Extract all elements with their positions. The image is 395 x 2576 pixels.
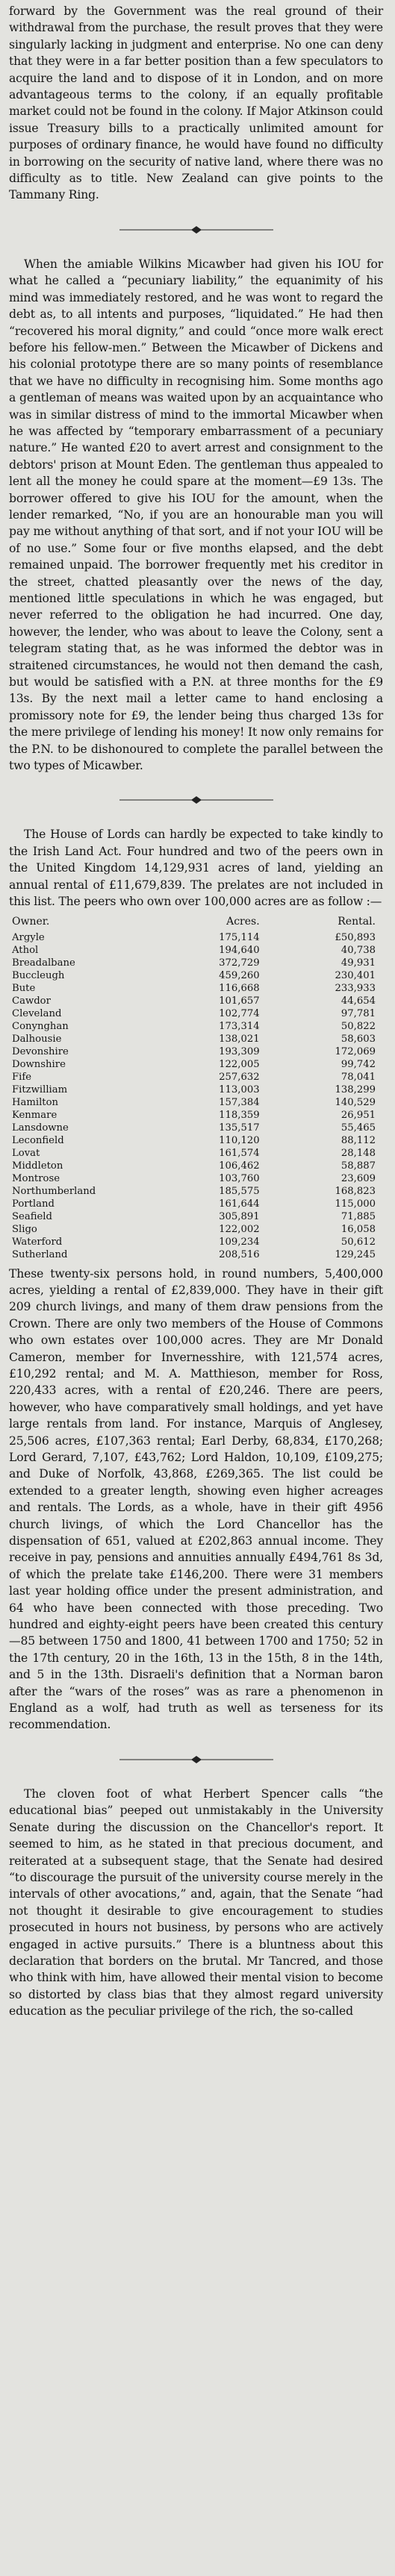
acres-cell: 175,114 [219, 931, 260, 943]
table-row [9, 1223, 383, 1236]
paragraph-house-of-lords-intro: The House of Lords can hardly be expected to take kindly to the Irish Land Act. Four hundred and two of the peers own in the United Kingdom 14,129,931 acres of land, yielding an annual rental of £11,679,839. The prelates are not included in this list. The peers who own over 100,000 acres are as follow :— [9, 828, 383, 909]
section-separator [118, 796, 275, 804]
rental-cell: 233,933 [335, 982, 376, 994]
peers-landholdings-table [9, 913, 383, 1261]
rental-cell: 78,041 [340, 1071, 376, 1083]
table-row [9, 1185, 383, 1198]
table-row [9, 1020, 383, 1033]
section-separator [118, 1756, 275, 1763]
owner-cell: Sutherland [12, 1248, 68, 1260]
owner-cell: Waterford [12, 1236, 63, 1248]
table-row [9, 1045, 383, 1058]
owner-cell: Leconfield [12, 1134, 64, 1146]
acres-cell: 106,462 [219, 1160, 260, 1172]
acres-cell: 101,657 [219, 995, 260, 1007]
rental-cell: 138,299 [335, 1084, 376, 1095]
paragraph-micawber: When the amiable Wilkins Micawber had given his IOU for what he called a “pecuniary liability,” the equanimity of his mind was immediately restored, and he was wont to regard the debt as, to all intents and purposes, “liquidated.” He had then “recovered his moral dignity,” and could “once more walk erect before his fellow-men.” Between the Micawber of Dickens and his colonial prototype there are so many points of resemblance that we have no difficulty in recognising him. Some months ago a gentleman of means was waited upon by an acquaintance who was in similar distress of mind to the immortal Micawber when he was affected by “temporary embarrassment of a pecuniary nature.” He wanted £20 to avert arrest and consignment to the debtors' prison at Mount Eden. The gentleman thus appealed to lent all the money he could spare at the moment—£9 13s. The borrower offered to give his IOU for the amount, when the lender remarked, “No, if you are an honourable man you will pay me without anything of that sort, and if not your IOU will be of no use.” Some four or five months elapsed, and the debt remained unpaid. The borrower frequently met his creditor in the street, chatted pleasantly over the news of the day, mentioned little speculations in which he was engaged, but never referred to the obligation he had incurred. One day, however, the lender, who was about to leave the Colony, sent a telegram stating that, as he was informed the debtor was in straitened circumstances, he would not then demand the cash, but would be satisfied with a P.N. at three months for the £9 13s. By the next mail a letter came to hand enclosing a promissory note for £9, the lender being thus charged 13s for the mere privilege of lending his money! It now only remains for the P.N. to be dishonoured to complete the parallel between the two types of Micawber. [9, 257, 383, 773]
rental-cell: 58,603 [340, 1033, 376, 1045]
separator-rule-icon [118, 226, 275, 234]
owner-cell: Buccleugh [12, 969, 65, 981]
table-row [9, 931, 383, 944]
table-row [9, 1236, 383, 1248]
acres-cell: 116,668 [219, 982, 260, 994]
rental-cell: £50,893 [335, 931, 376, 943]
table-row [9, 1007, 383, 1020]
rental-cell: 172,069 [335, 1045, 376, 1057]
paragraph-house-of-lords-summary: These twenty-six persons hold, in round numbers, 5,400,000 acres, yielding a rental of £2,839,000. They have in their gift 209 church livings, and many of them draw pensions from the Crown. There are only two members of the House of Commons who own estates over 100,000 acres. They are Mr Donald Cameron, member for Invernesshire, with 121,574 acres, £10,292 rental; and M. A. Matthieson, member for Ross, 220,433 acres, with a rental of £20,246. There are peers, however, who have comparatively small holdings, and yet have large rentals from land. For instance, Marquis of Anglesey, 25,506 acres, £107,363 rental; Earl Derby, 68,834, £170,268; Lord Gerard, 7,107, £43,762; Lord Haldon, 10,109, £109,275; and Duke of Norfolk, 43,868, £269,365. The list could be extended to a greater length, showing even higher acreages and rentals. The Lords, as a whole, have in their gift 4956 church livings, of which the Lord Chancellor has the dispensation of 651, valued at £202,863 annual income. They receive in pay, pensions and annuities annually £494,761 8s 3d, of which the prelate take £146,200. There were 31 members last year holding office under the present administration, and 64 who have been connected with those preceding. Two hundred and eighty-eight peers have been created this century—85 between 1750 and 1800, 41 between 1700 and 1750; 52 in the 17th century, 20 in the 16th, 13 in the 15th, 8 in the 14th, and 5 in the 13th. Disraeli's definition that a Norman baron after the “wars of the roses” was as rare a phenomenon in England as a wolf, had truth as well as terseness for its recommendation. [9, 1266, 383, 1732]
table-row [9, 1248, 383, 1261]
rental-cell: 168,823 [335, 1185, 376, 1197]
rental-cell: 140,529 [335, 1096, 376, 1108]
column-header-acres: Acres. [226, 915, 260, 928]
owner-cell: Fitzwilliam [12, 1084, 68, 1095]
acres-cell: 122,002 [219, 1223, 260, 1235]
acres-cell: 193,309 [219, 1045, 260, 1057]
acres-cell: 161,574 [219, 1147, 260, 1159]
rental-cell: 44,654 [340, 995, 376, 1007]
rental-cell: 230,401 [335, 969, 376, 981]
peers-table-body [9, 931, 383, 1261]
table-row [9, 957, 383, 969]
acres-cell: 372,729 [219, 957, 260, 969]
table-row [9, 1122, 383, 1134]
acres-cell: 122,005 [219, 1058, 260, 1070]
column-header-owner: Owner. [12, 915, 50, 928]
table-row [9, 1134, 383, 1147]
owner-cell: Seafield [12, 1210, 52, 1222]
owner-cell: Kenmare [12, 1109, 57, 1121]
owner-cell: Hamilton [12, 1096, 59, 1108]
separator-rule-icon [118, 796, 275, 804]
table-row [9, 1172, 383, 1185]
acres-cell: 113,003 [219, 1084, 260, 1095]
separator-rule-icon [118, 1756, 275, 1763]
owner-cell: Sligo [12, 1223, 37, 1235]
rental-cell: 26,951 [340, 1109, 376, 1121]
table-header-row [9, 913, 383, 931]
owner-cell: Fife [12, 1071, 32, 1083]
owner-cell: Northumberland [12, 1185, 96, 1197]
acres-cell: 305,891 [219, 1210, 260, 1222]
acres-cell: 161,644 [219, 1198, 260, 1210]
table-row [9, 969, 383, 982]
acres-cell: 103,760 [219, 1172, 260, 1184]
paragraph-university-senate: The cloven foot of what Herbert Spencer calls “the educational bias” peeped out unmistakably in the University Senate during the discussion on the Chancellor's report. It seemed to him, as he stated in that precious document, and reiterated at a subsequent stage, that the Senate had desired “to discourage the pursuit of the university course merely in the intervals of other avocations,” and, again, that the Senate “had not thought it desirable to give encouragement to studies prosecuted in hours not business, by persons who are actively engaged in active pursuits.” There is a bluntness about this declaration that borders on the brutal. Mr Tancred, and those who think with him, have allowed their mental vision to become so distorted by class bias that they almost regard university education as the peculiar privilege of the rich, the so-called [9, 1786, 383, 2019]
acres-cell: 102,774 [219, 1007, 260, 1019]
acres-cell: 109,234 [219, 1236, 260, 1248]
acres-cell: 173,314 [219, 1020, 260, 1032]
owner-cell: Devonshire [12, 1045, 69, 1057]
rental-cell: 97,781 [340, 1007, 376, 1019]
owner-cell: Cawdor [12, 995, 51, 1007]
acres-cell: 185,575 [219, 1185, 260, 1197]
owner-cell: Breadalbane [12, 957, 75, 969]
table-row [9, 1160, 383, 1172]
owner-cell: Conynghan [12, 1020, 69, 1032]
paragraph-native-land-purchase: forward by the Government was the real ground of their withdrawal from the purchase, the result proves that they were singularly lacking in judgment and enterprise. No one can deny that they were in a far better position than a few speculators to acquire the land and to dispose of it in London, and on more advantageous terms to the colony, if an equally profitable market could not be found in the colony. If Major Atkinson could issue Treasury bills to a practically unlimited amount for purposes of ordinary finance, he would have found no difficulty in borrowing on the security of native land, where there was no difficulty as to title. New Zealand can give points to the Tammany Ring. [9, 4, 383, 202]
owner-cell: Athol [12, 944, 39, 956]
table-row [9, 1198, 383, 1210]
owner-cell: Lansdowne [12, 1122, 69, 1134]
rental-cell: 71,885 [340, 1210, 376, 1222]
owner-cell: Montrose [12, 1172, 60, 1184]
acres-cell: 257,632 [219, 1071, 260, 1083]
table-row [9, 1109, 383, 1122]
acres-cell: 157,384 [219, 1096, 260, 1108]
acres-cell: 138,021 [219, 1033, 260, 1045]
rental-cell: 40,738 [340, 944, 376, 956]
owner-cell: Dalhousie [12, 1033, 62, 1045]
table-row [9, 1071, 383, 1084]
table-row [9, 1210, 383, 1223]
rental-cell: 49,931 [340, 957, 376, 969]
acres-cell: 110,120 [219, 1134, 260, 1146]
rental-cell: 55,465 [340, 1122, 376, 1134]
table-row [9, 1084, 383, 1096]
acres-cell: 459,260 [219, 969, 260, 981]
acres-cell: 194,640 [219, 944, 260, 956]
owner-cell: Portland [12, 1198, 55, 1210]
rental-cell: 28,148 [340, 1147, 376, 1159]
rental-cell: 129,245 [335, 1248, 376, 1260]
table-row [9, 995, 383, 1007]
table-row [9, 1096, 383, 1109]
acres-cell: 208,516 [219, 1248, 260, 1260]
section-separator [118, 226, 275, 234]
column-header-rental: Rental. [338, 915, 376, 928]
owner-cell: Bute [12, 982, 36, 994]
table-row [9, 944, 383, 957]
table-row [9, 982, 383, 995]
table-row [9, 1033, 383, 1045]
owner-cell: Cleveland [12, 1007, 62, 1019]
owner-cell: Middleton [12, 1160, 63, 1172]
rental-cell: 99,742 [340, 1058, 376, 1070]
owner-cell: Lovat [12, 1147, 40, 1159]
rental-cell: 115,000 [335, 1198, 376, 1210]
owner-cell: Argyle [12, 931, 45, 943]
table-row [9, 1147, 383, 1160]
rental-cell: 58,887 [340, 1160, 376, 1172]
rental-cell: 50,822 [340, 1020, 376, 1032]
newspaper-column [9, 3, 383, 2020]
rental-cell: 50,612 [340, 1236, 376, 1248]
table-row [9, 1058, 383, 1071]
acres-cell: 135,517 [219, 1122, 260, 1134]
acres-cell: 118,359 [219, 1109, 260, 1121]
rental-cell: 16,058 [340, 1223, 376, 1235]
owner-cell: Downshire [12, 1058, 66, 1070]
rental-cell: 88,112 [340, 1134, 376, 1146]
rental-cell: 23,609 [340, 1172, 376, 1184]
